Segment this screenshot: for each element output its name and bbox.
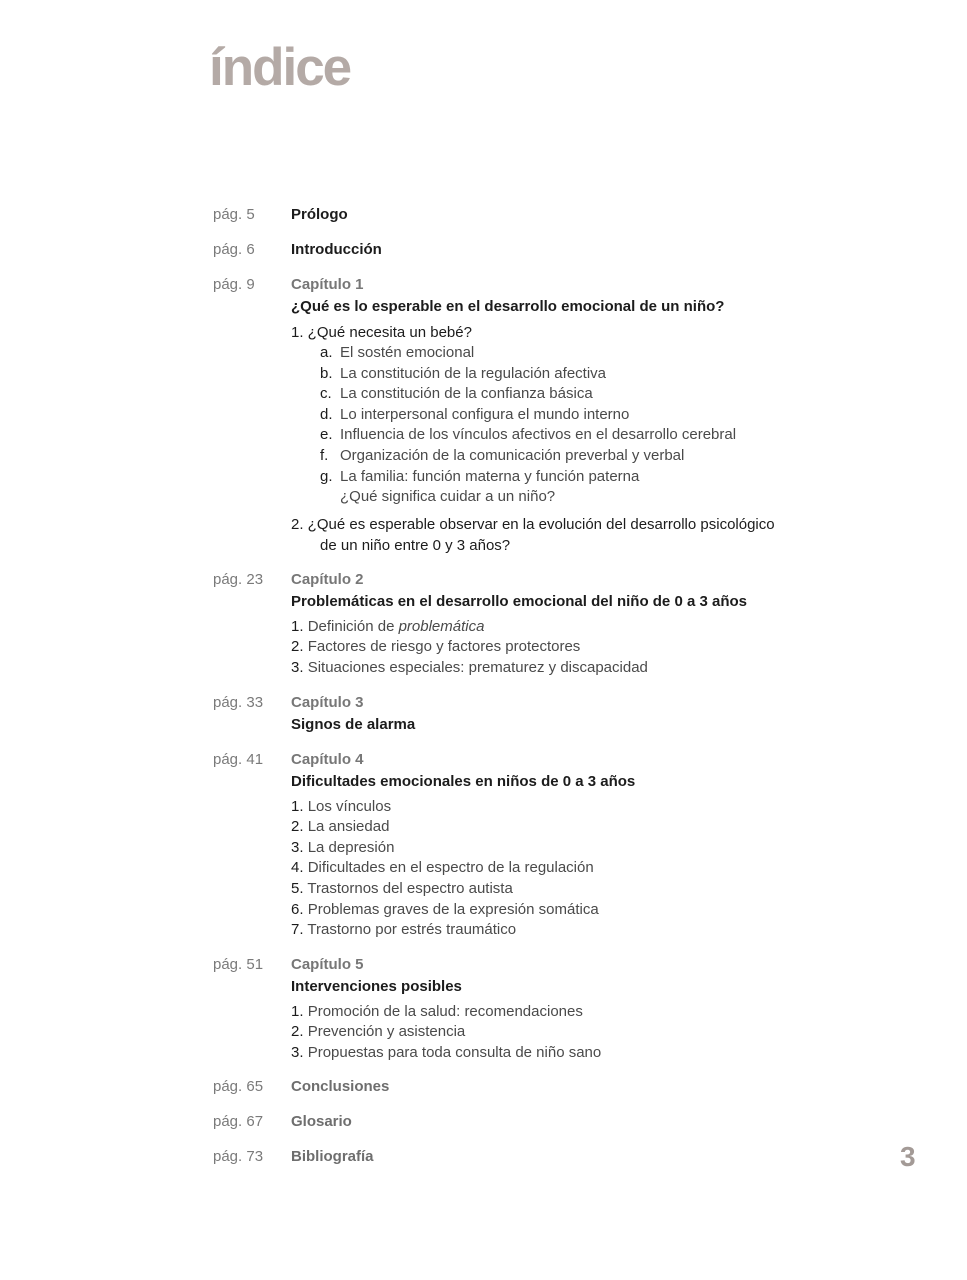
list-item: 1. Definición de problemática xyxy=(291,617,485,635)
toc-entry-capitulo-2[interactable] xyxy=(213,569,853,679)
page-ref: pág. 67 xyxy=(213,1113,264,1131)
chapter-title: Dificultades emocionales en niños de 0 a 3 años xyxy=(291,772,636,790)
subsection-b: b. La constitución de la regulación afectiva xyxy=(320,364,607,382)
toc-entry-capitulo-5[interactable] xyxy=(213,954,853,1064)
subsection-d: d. Lo interpersonal configura el mundo interno xyxy=(320,405,630,423)
subsection-g-continuation: ¿Qué significa cuidar a un niño? xyxy=(340,488,556,506)
entry-title: Glosario xyxy=(291,1113,352,1131)
list-item: 2. Factores de riesgo y factores protectores xyxy=(291,638,581,656)
page-ref: pág. 5 xyxy=(213,206,255,223)
list-item: 2. La ansiedad xyxy=(291,818,390,836)
toc-entry-capitulo-1[interactable] xyxy=(213,274,853,556)
chapter-title: ¿Qué es lo esperable en el desarrollo emocional de un niño? xyxy=(291,298,725,315)
list-item: 3. La depresión xyxy=(291,838,395,856)
chapter-title: Problemáticas en el desarrollo emocional del niño de 0 a 3 años xyxy=(291,592,747,610)
list-item: 3. Propuestas para toda consulta de niño sano xyxy=(291,1043,602,1061)
list-item: 2. Prevención y asistencia xyxy=(291,1023,466,1041)
toc-entry-capitulo-4[interactable] xyxy=(213,749,853,941)
entry-title: Prólogo xyxy=(291,206,348,223)
chapter-title: Signos de alarma xyxy=(291,715,416,733)
entry-title: Introducción xyxy=(291,241,382,258)
page-title: índice xyxy=(209,38,351,97)
chapter-label: Capítulo 5 xyxy=(291,955,364,973)
subsection-e: e. Influencia de los vínculos afectivos en el desarrollo cerebral xyxy=(320,426,737,444)
chapter-label: Capítulo 4 xyxy=(291,750,364,768)
list-item: 4. Dificultades en el espectro de la regulación xyxy=(291,859,594,877)
list-item: 5. Trastornos del espectro autista xyxy=(291,879,513,897)
toc-entry-glosario[interactable] xyxy=(213,1111,853,1133)
list-item: 1. Promoción de la salud: recomendaciones xyxy=(291,1002,583,1020)
subsection-a: a. El sostén emocional xyxy=(320,344,475,361)
page-ref: pág. 6 xyxy=(213,241,255,258)
list-item: 6. Problemas graves de la expresión somática xyxy=(291,900,599,918)
entry-title: Conclusiones xyxy=(291,1078,390,1096)
page-ref: pág. 33 xyxy=(213,693,264,711)
page-ref: pág. 65 xyxy=(213,1078,264,1096)
page-number: 3 xyxy=(900,1141,916,1172)
list-item: 7. Trastorno por estrés traumático xyxy=(291,921,517,939)
toc-entry-introduccion[interactable] xyxy=(213,239,853,261)
toc-entry-bibliografia[interactable] xyxy=(213,1146,853,1168)
subsection-g: g. La familia: función materna y función paterna xyxy=(320,467,640,485)
chapter-label: Capítulo 3 xyxy=(291,693,364,711)
page-ref: pág. 51 xyxy=(213,955,264,973)
page-ref: pág. 23 xyxy=(213,570,264,588)
chapter-label: Capítulo 1 xyxy=(291,276,364,293)
page-ref: pág. 41 xyxy=(213,750,264,768)
chapter-title: Intervenciones posibles xyxy=(291,977,462,995)
subsection-c: c. La constitución de la confianza básica xyxy=(320,385,593,403)
list-item: 1. Los vínculos xyxy=(291,797,392,815)
page-ref: pág. 73 xyxy=(213,1148,264,1166)
toc-entry-prologo[interactable] xyxy=(213,204,853,226)
entry-title: Bibliografía xyxy=(291,1148,374,1166)
section-1: 1. ¿Qué necesita un bebé? xyxy=(291,324,472,341)
section-2: 2. ¿Qué es esperable observar en la evolución del desarrollo psicológico de un niño entre 0 y 3 años? xyxy=(291,515,775,554)
toc-entry-conclusiones[interactable] xyxy=(213,1076,853,1098)
chapter-label: Capítulo 2 xyxy=(291,570,364,588)
page-ref: pág. 9 xyxy=(213,276,255,293)
toc-entry-capitulo-3[interactable] xyxy=(213,692,853,736)
table-of-contents xyxy=(213,204,853,1181)
list-item: 3. Situaciones especiales: prematurez y discapacidad xyxy=(291,658,648,676)
subsection-f: f. Organización de la comunicación preverbal y verbal xyxy=(320,446,685,464)
